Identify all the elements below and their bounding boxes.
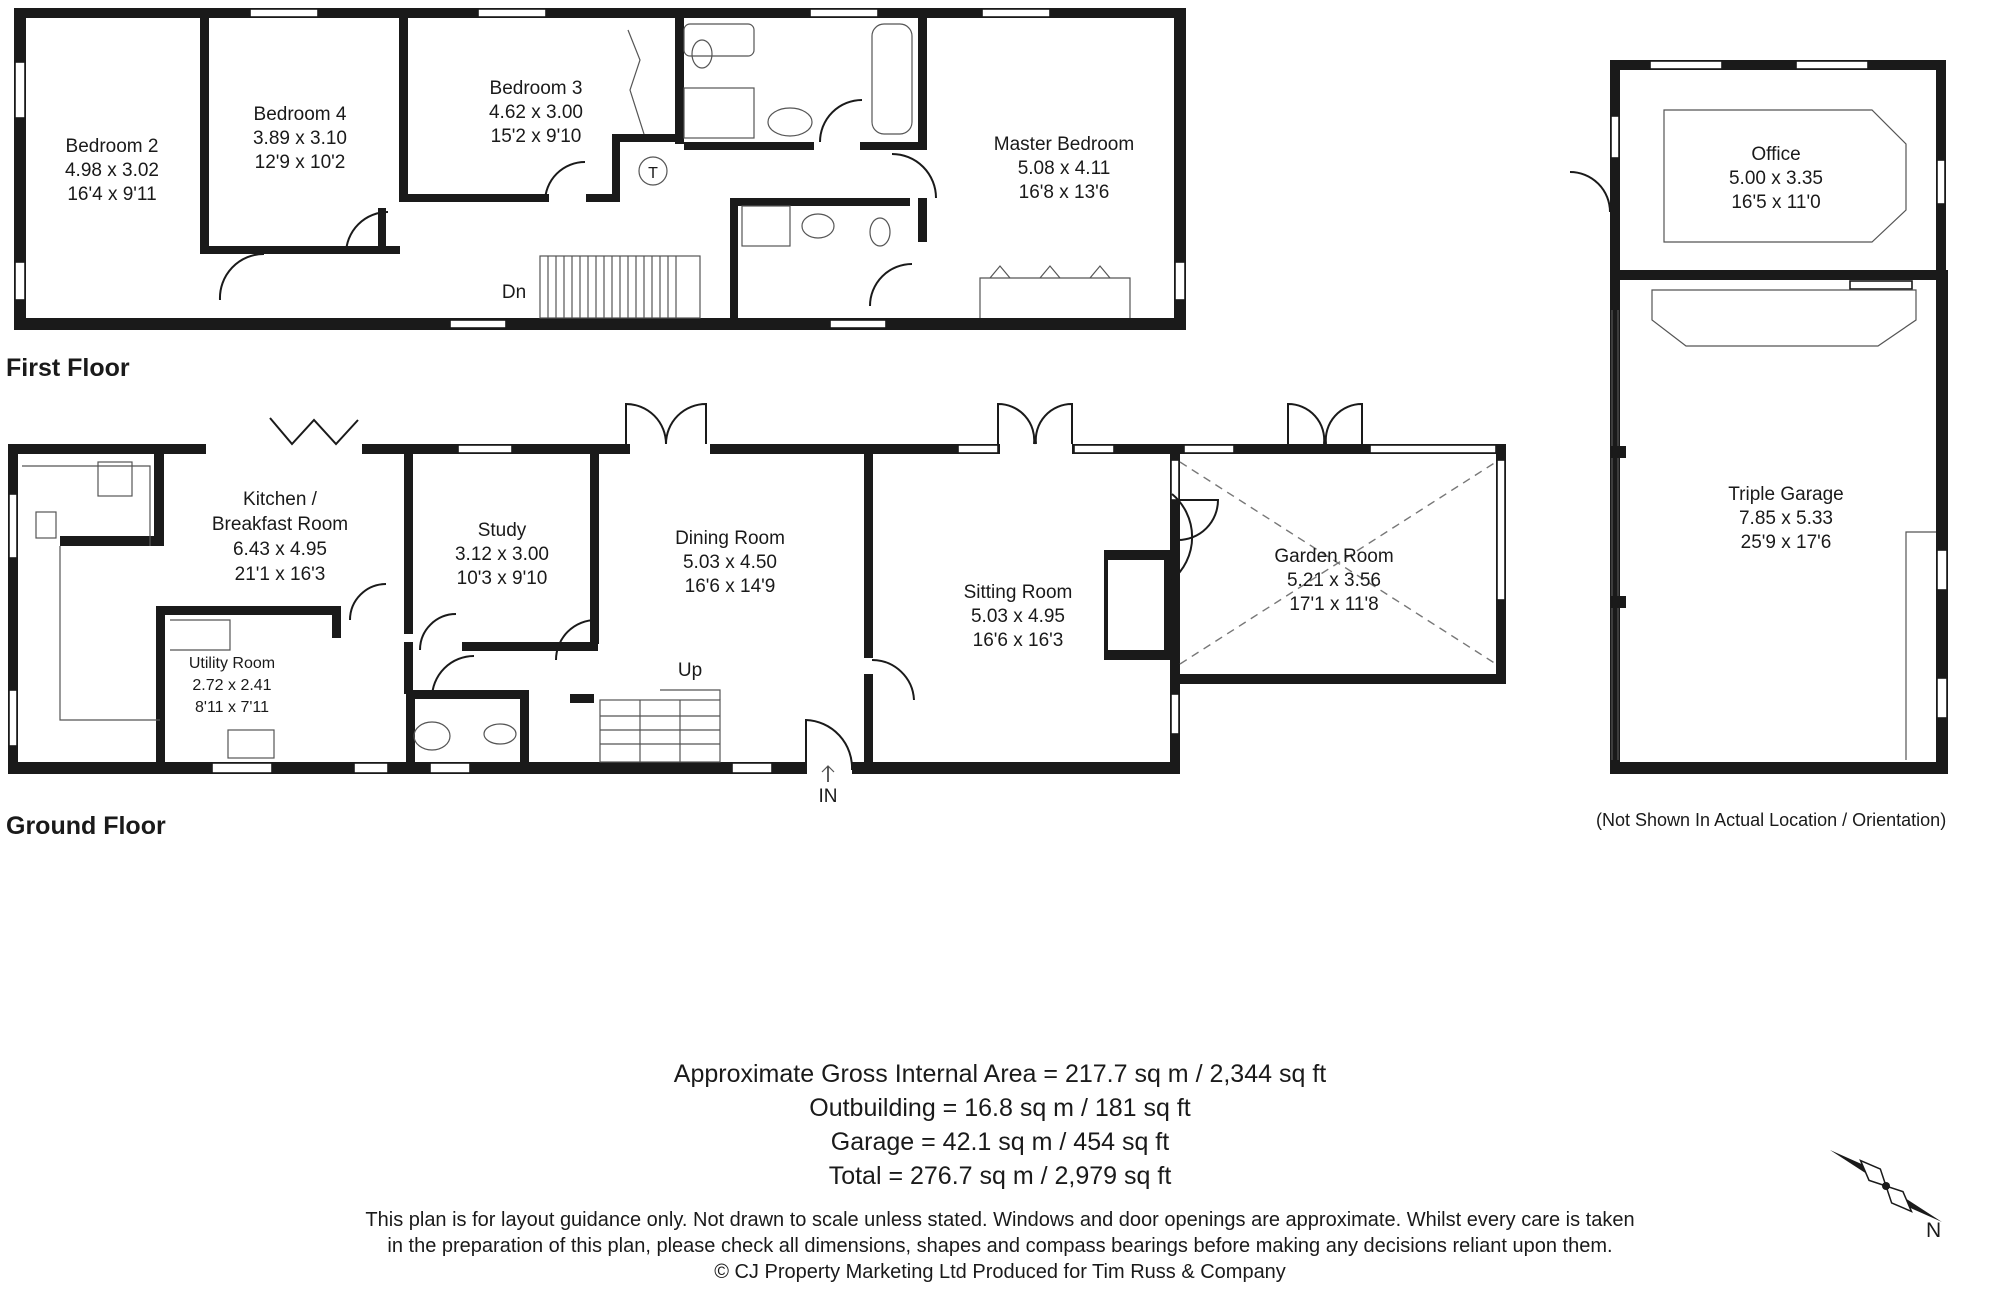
svg-text:5.00 x 3.35: 5.00 x 3.35	[1728, 168, 1824, 189]
room-label-bedroom-3	[489, 78, 583, 147]
area-summary	[674, 1060, 1326, 1190]
svg-text:21'1 x 16'3: 21'1 x 16'3	[234, 564, 326, 585]
svg-text:3.89 x 3.10: 3.89 x 3.10	[252, 128, 348, 149]
svg-text:Breakfast Room: Breakfast Room	[211, 514, 349, 535]
svg-text:4.98 x 3.02: 4.98 x 3.02	[64, 160, 160, 181]
svg-text:8'11 x 7'11: 8'11 x 7'11	[194, 699, 270, 716]
sink-icon	[228, 730, 274, 758]
bath-icon	[872, 24, 912, 134]
svg-text:Office: Office	[1751, 144, 1801, 165]
staircase-first-floor	[540, 256, 700, 318]
svg-text:Sitting Room: Sitting Room	[963, 582, 1073, 603]
north-label: N	[1926, 1219, 1942, 1242]
svg-text:16'6 x 16'3: 16'6 x 16'3	[972, 630, 1064, 651]
garage-area: Garage = 42.1 sq m / 454 sq ft	[830, 1128, 1170, 1156]
svg-text:17'1 x 11'8: 17'1 x 11'8	[1289, 594, 1379, 615]
svg-text:3.12 x 3.00: 3.12 x 3.00	[454, 544, 550, 565]
wc-icon	[870, 218, 890, 246]
basin-icon	[802, 214, 834, 238]
stairs-up-label: Up	[677, 660, 703, 681]
shower-icon	[742, 206, 790, 246]
room-label-dining-room	[675, 528, 785, 597]
wc-icon	[484, 724, 516, 744]
shower-icon	[684, 88, 754, 138]
basin-icon	[414, 722, 450, 750]
svg-text:5.21 x 3.56: 5.21 x 3.56	[1286, 570, 1382, 591]
svg-text:Garden Room: Garden Room	[1274, 546, 1394, 567]
room-label-triple-garage	[1728, 484, 1843, 553]
tank-label: T	[648, 165, 658, 182]
svg-text:© CJ Property Marketing Ltd Pr: © CJ Property Marketing Ltd Produced for Tim Russ & Company	[714, 1261, 1286, 1283]
outbuilding-location-note: (Not Shown In Actual Location / Orientation)	[1596, 810, 1947, 830]
room-label-utility-room	[189, 655, 275, 716]
wc-icon	[684, 24, 754, 56]
svg-text:16'6 x 14'9: 16'6 x 14'9	[684, 576, 776, 597]
svg-text:12'9 x 10'2: 12'9 x 10'2	[254, 152, 346, 173]
svg-text:Study: Study	[477, 520, 527, 541]
room-label-bedroom-4	[253, 104, 347, 173]
outbuilding-area: Outbuilding = 16.8 sq m / 181 sq ft	[809, 1094, 1191, 1122]
svg-text:Triple Garage: Triple Garage	[1728, 484, 1844, 505]
svg-text:Utility Room: Utility Room	[188, 655, 276, 672]
svg-text:7.85 x 5.33: 7.85 x 5.33	[1738, 508, 1834, 529]
room-label-sitting-room	[964, 582, 1073, 651]
svg-text:5.08 x 4.11: 5.08 x 4.11	[1017, 158, 1111, 179]
svg-text:This plan is for layout guidan: This plan is for layout guidance only. Not drawn to scale unless stated. Windows and door openings are approximate. Whilst every care is taken	[365, 1209, 1635, 1231]
svg-text:Bedroom 4: Bedroom 4	[253, 104, 347, 125]
svg-text:Dining Room: Dining Room	[675, 528, 785, 549]
svg-text:Bedroom 2: Bedroom 2	[65, 136, 159, 157]
svg-text:5.03 x 4.95: 5.03 x 4.95	[970, 606, 1066, 627]
svg-text:4.62 x 3.00: 4.62 x 3.00	[488, 102, 584, 123]
svg-text:Kitchen /: Kitchen /	[243, 489, 317, 510]
staircase-ground-floor	[600, 690, 720, 762]
svg-text:Bedroom 3: Bedroom 3	[489, 78, 583, 99]
hob-icon	[98, 462, 132, 496]
room-label-master-bedroom	[994, 134, 1134, 203]
svg-text:25'9 x 17'6: 25'9 x 17'6	[1740, 532, 1832, 553]
room-label-study	[455, 520, 549, 589]
first-floor-plan	[14, 8, 1186, 330]
ground-floor-label: Ground Floor	[6, 812, 166, 840]
entrance-label: IN	[818, 786, 838, 807]
svg-text:in the preparation of this pla: in the preparation of this plan, please check all dimensions, shapes and compass bearings before making any decisions reliant upon them.	[387, 1235, 1613, 1257]
disclaimer	[365, 1209, 1634, 1283]
compass-rose-icon	[1830, 1150, 1942, 1222]
stairs-down-label: Dn	[501, 282, 527, 303]
basin-icon	[768, 108, 812, 136]
first-floor-label: First Floor	[6, 354, 130, 382]
room-label-garden-room	[1274, 546, 1393, 615]
room-label-bedroom-2	[65, 136, 159, 205]
svg-text:16'4 x 9'11: 16'4 x 9'11	[67, 184, 157, 205]
svg-text:5.03 x 4.50: 5.03 x 4.50	[682, 552, 778, 573]
room-label-kitchen	[212, 489, 348, 585]
entrance-marker	[819, 766, 838, 807]
svg-text:15'2 x 9'10: 15'2 x 9'10	[490, 126, 582, 147]
total-area: Total = 276.7 sq m / 2,979 sq ft	[828, 1162, 1172, 1190]
svg-text:10'3 x 9'10: 10'3 x 9'10	[456, 568, 548, 589]
sink-icon	[36, 512, 56, 538]
svg-text:2.72 x 2.41: 2.72 x 2.41	[192, 677, 272, 694]
svg-text:16'5 x 11'0: 16'5 x 11'0	[1731, 192, 1821, 213]
svg-text:Master Bedroom: Master Bedroom	[993, 134, 1135, 155]
svg-text:6.43 x 4.95: 6.43 x 4.95	[232, 539, 328, 560]
svg-text:16'8 x 13'6: 16'8 x 13'6	[1018, 182, 1110, 203]
room-label-office	[1729, 144, 1823, 213]
gross-area: Approximate Gross Internal Area = 217.7 sq m / 2,344 sq ft	[673, 1060, 1327, 1088]
